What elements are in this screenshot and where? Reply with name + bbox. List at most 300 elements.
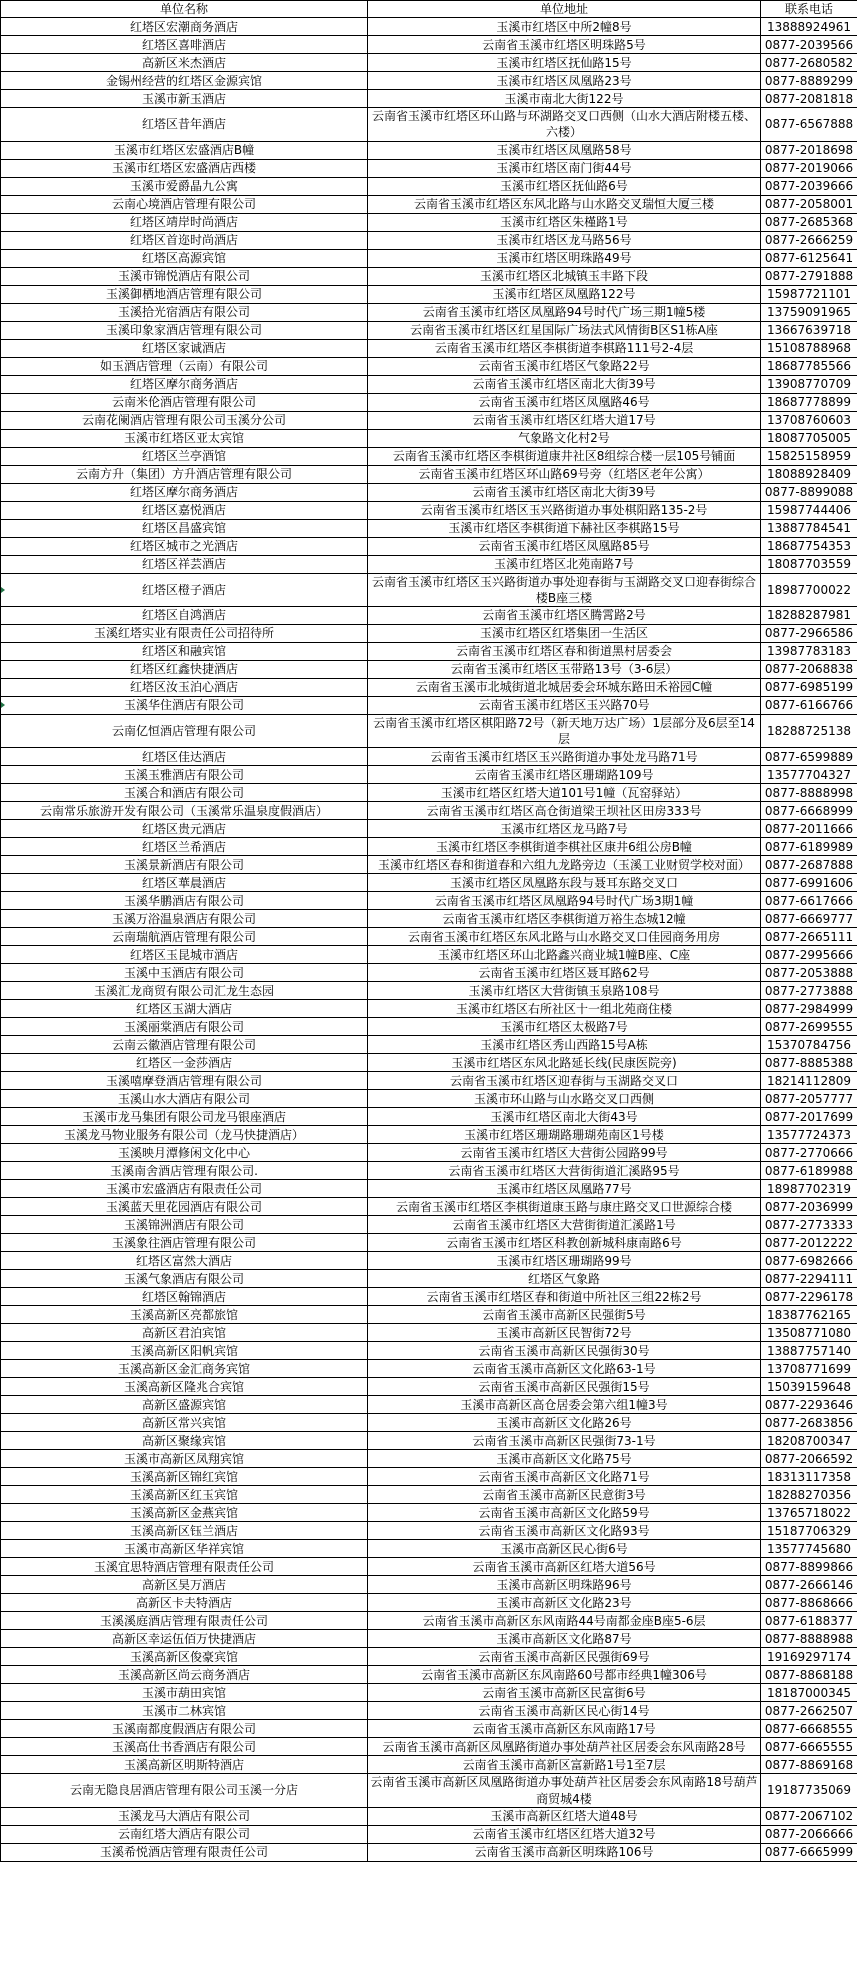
table-row: [1, 465, 857, 483]
table-row: [1, 1180, 857, 1198]
phone-cell: 13987783183: [761, 642, 857, 660]
table-row: [1, 393, 857, 411]
phone-cell: 13765718022: [761, 1504, 857, 1522]
phone-cell: 15039159648: [761, 1378, 857, 1396]
unit-address-cell: 云南省玉溪市红塔区玉兴路街道办事处棋阳路135-2号: [368, 501, 761, 519]
table-row: [1, 231, 857, 249]
unit-address-cell: 云南省玉溪市红塔区科教创新城科康南路6号: [368, 1234, 761, 1252]
unit-name-cell: 玉溪市龙马集团有限公司龙马银座酒店: [1, 1108, 368, 1126]
phone-cell: 0877-2012222: [761, 1234, 857, 1252]
unit-address-cell: 玉溪市高新区红塔大道48号: [368, 1807, 761, 1825]
phone-cell: 0877-2683856: [761, 1414, 857, 1432]
table-row: [1, 555, 857, 573]
unit-address-cell: 云南省玉溪市红塔区腾霄路2号: [368, 606, 761, 624]
phone-cell: 13667639718: [761, 321, 857, 339]
unit-name-cell: 红塔区兰亭酒馆: [1, 447, 368, 465]
unit-name-cell: 玉溪高新区阳帆宾馆: [1, 1342, 368, 1360]
table-row: [1, 838, 857, 856]
unit-address-cell: 玉溪市红塔区太极路7号: [368, 1018, 761, 1036]
table-row: [1, 748, 857, 766]
table-row: [1, 1414, 857, 1432]
unit-address-cell: 云南省玉溪市红塔区李棋街道李棋路111号2-4层: [368, 339, 761, 357]
phone-cell: 13908770709: [761, 375, 857, 393]
phone-cell: 18313117358: [761, 1468, 857, 1486]
table-row: [1, 1576, 857, 1594]
phone-cell: 0877-6617666: [761, 892, 857, 910]
unit-address-cell: 云南省玉溪市高新区文化路59号: [368, 1504, 761, 1522]
unit-name-cell: 红塔区和融宾馆: [1, 642, 368, 660]
table-row: [1, 892, 857, 910]
unit-name-cell: 红塔区红鑫快捷酒店: [1, 660, 368, 678]
unit-name-cell: 云南亿恒酒店管理有限公司: [1, 714, 368, 747]
unit-name-cell: 红塔区汝玉泊心酒店: [1, 678, 368, 696]
unit-name-cell: 玉溪高新区俊豪宾馆: [1, 1648, 368, 1666]
unit-address-cell: 云南省玉溪市高新区民意街3号: [368, 1486, 761, 1504]
table-row: [1, 18, 857, 36]
unit-name-cell: 玉溪合和酒店有限公司: [1, 784, 368, 802]
unit-address-cell: 云南省玉溪市红塔区聂耳路62号: [368, 964, 761, 982]
unit-address-cell: 玉溪市高新区民智街72号: [368, 1324, 761, 1342]
unit-name-cell: 红塔区城市之光酒店: [1, 537, 368, 555]
phone-cell: 18087703559: [761, 555, 857, 573]
phone-cell: 0877-2019066: [761, 159, 857, 177]
unit-name-cell: 云南米伦酒店管理有限公司: [1, 393, 368, 411]
table-row: [1, 573, 857, 606]
table-row: [1, 177, 857, 195]
unit-address-cell: 玉溪市红塔区红塔大道101号1幢（瓦窑驿站）: [368, 784, 761, 802]
column-header-unit-name: 单位名称: [1, 1, 368, 18]
unit-name-cell: 云南红塔大酒店有限公司: [1, 1825, 368, 1843]
table-row: [1, 249, 857, 267]
phone-cell: 15987721101: [761, 285, 857, 303]
table-row: [1, 874, 857, 892]
unit-name-cell: 玉溪溪庭酒店管理有限责任公司: [1, 1612, 368, 1630]
unit-name-cell: 玉溪象往酒店管理有限公司: [1, 1234, 368, 1252]
unit-address-cell: 云南省玉溪市红塔区李棋街道万裕生态城12幢: [368, 910, 761, 928]
unit-address-cell: 云南省玉溪市高新区民强街5号: [368, 1306, 761, 1324]
table-row: [1, 784, 857, 802]
unit-address-cell: 云南省玉溪市红塔区东风北路与山水路交叉瑞恒大厦三楼: [368, 195, 761, 213]
unit-address-cell: 云南省玉溪市红塔区玉兴路70号: [368, 696, 761, 714]
unit-address-cell: 云南省玉溪市红塔区南北大街39号: [368, 483, 761, 501]
phone-cell: 0877-2081818: [761, 90, 857, 108]
unit-name-cell: 玉溪希悦酒店管理有限责任公司: [1, 1843, 368, 1861]
unit-name-cell: 红塔区宏潮商务酒店: [1, 18, 368, 36]
unit-address-cell: 玉溪市红塔区李棋街道李棋社区康井6组公房B幢: [368, 838, 761, 856]
unit-name-cell: 云南无隐良居酒店管理有限公司玉溪一分店: [1, 1774, 368, 1807]
unit-address-cell: 玉溪市红塔区珊瑚路珊瑚苑南区1号楼: [368, 1126, 761, 1144]
unit-name-cell: 云南心境酒店管理有限公司: [1, 195, 368, 213]
table-row: [1, 1396, 857, 1414]
unit-name-cell: 玉溪玉雅酒店有限公司: [1, 766, 368, 784]
unit-address-cell: 云南省玉溪市红塔区红星国际广场法式风情街B区S1栋A座: [368, 321, 761, 339]
unit-address-cell: 云南省玉溪市高新区民心街14号: [368, 1702, 761, 1720]
unit-name-cell: 红塔区玉湖大酒店: [1, 1000, 368, 1018]
unit-address-cell: 云南省玉溪市红塔区凤凰路94号时代广场三期1幢5楼: [368, 303, 761, 321]
unit-address-cell: 云南省玉溪市红塔区南北大街39号: [368, 375, 761, 393]
table-row: [1, 1072, 857, 1090]
unit-name-cell: 玉溪高仕书香酒店有限公司: [1, 1738, 368, 1756]
unit-name-cell: 玉溪景新酒店有限公司: [1, 856, 368, 874]
table-row: [1, 1360, 857, 1378]
phone-cell: 0877-6668999: [761, 802, 857, 820]
table-row: [1, 696, 857, 714]
phone-cell: 0877-6166766: [761, 696, 857, 714]
unit-name-cell: 玉溪市爱爵晶九公寓: [1, 177, 368, 195]
unit-name-cell: 玉溪嘻摩登酒店管理有限公司: [1, 1072, 368, 1090]
table-row: [1, 483, 857, 501]
table-row: [1, 1234, 857, 1252]
table-row: [1, 766, 857, 784]
unit-name-cell: 玉溪市红塔区宏盛酒店西楼: [1, 159, 368, 177]
unit-address-cell: 玉溪市高新区明珠路96号: [368, 1576, 761, 1594]
table-row: [1, 375, 857, 393]
phone-cell: 0877-2791888: [761, 267, 857, 285]
table-row: [1, 1666, 857, 1684]
unit-name-cell: 红塔区高源宾馆: [1, 249, 368, 267]
phone-cell: 13508771080: [761, 1324, 857, 1342]
phone-cell: 0877-8885388: [761, 1054, 857, 1072]
unit-name-cell: 金锡州经营的红塔区金源宾馆: [1, 72, 368, 90]
unit-address-cell: 云南省玉溪市红塔区东风北路与山水路交叉口佳园商务用房: [368, 928, 761, 946]
phone-cell: 13887784541: [761, 519, 857, 537]
unit-name-cell: 高新区常兴宾馆: [1, 1414, 368, 1432]
unit-address-cell: 玉溪市红塔区北城镇玉丰路下段: [368, 267, 761, 285]
table-row: [1, 1504, 857, 1522]
unit-name-cell: 玉溪华住酒店有限公司: [1, 696, 368, 714]
unit-address-cell: 玉溪市南北大街122号: [368, 90, 761, 108]
unit-address-cell: 云南省玉溪市红塔区春和街道黑村居委会: [368, 642, 761, 660]
unit-address-cell: 玉溪市高新区文化路75号: [368, 1450, 761, 1468]
unit-address-cell: 玉溪市红塔区李棋街道下赫社区李棋路15号: [368, 519, 761, 537]
table-row: [1, 1018, 857, 1036]
unit-address-cell: 云南省玉溪市高新区文化路71号: [368, 1468, 761, 1486]
unit-address-cell: 玉溪市红塔区朱槿路1号: [368, 213, 761, 231]
unit-name-cell: 玉溪山水大酒店有限公司: [1, 1090, 368, 1108]
table-row: [1, 141, 857, 159]
phone-cell: 0877-2995666: [761, 946, 857, 964]
unit-name-cell: 玉溪华鹏酒店有限公司: [1, 892, 368, 910]
phone-cell: 0877-2699555: [761, 1018, 857, 1036]
unit-address-cell: 云南省玉溪市高新区红塔大道56号: [368, 1558, 761, 1576]
unit-name-cell: 云南方升（集团）方升酒店管理有限公司: [1, 465, 368, 483]
table-row: [1, 1825, 857, 1843]
unit-name-cell: 云南常乐旅游开发有限公司（玉溪常乐温泉度假酒店）: [1, 802, 368, 820]
table-row: [1, 1270, 857, 1288]
table-row: [1, 501, 857, 519]
unit-address-cell: 玉溪市红塔区凤凰路东段与聂耳东路交叉口: [368, 874, 761, 892]
phone-cell: 18987702319: [761, 1180, 857, 1198]
phone-cell: 0877-2053888: [761, 964, 857, 982]
phone-cell: 18687754353: [761, 537, 857, 555]
phone-cell: 18088928409: [761, 465, 857, 483]
unit-name-cell: 玉溪高新区亮都旅馆: [1, 1306, 368, 1324]
unit-address-cell: 云南省玉溪市红塔区迎春街与玉湖路交叉口: [368, 1072, 761, 1090]
unit-name-cell: 玉溪高新区隆兆合宾馆: [1, 1378, 368, 1396]
phone-cell: 0877-2068838: [761, 660, 857, 678]
unit-address-cell: 云南省玉溪市红塔区红塔大道17号: [368, 411, 761, 429]
unit-address-cell: 云南省玉溪市红塔区玉带路13号（3-6层）: [368, 660, 761, 678]
phone-cell: 13888924961: [761, 18, 857, 36]
table-row: [1, 606, 857, 624]
phone-cell: 0877-6189989: [761, 838, 857, 856]
phone-cell: 18687778899: [761, 393, 857, 411]
table-row: [1, 1108, 857, 1126]
unit-address-cell: 玉溪市红塔区红塔集团一生活区: [368, 624, 761, 642]
table-row: [1, 1000, 857, 1018]
unit-address-cell: 玉溪市红塔区秀山西路15号A栋: [368, 1036, 761, 1054]
table-row: [1, 1432, 857, 1450]
phone-cell: 0877-2984999: [761, 1000, 857, 1018]
table-row: [1, 285, 857, 303]
unit-name-cell: 红塔区佳达酒店: [1, 748, 368, 766]
table-row: [1, 1630, 857, 1648]
table-row: [1, 1054, 857, 1072]
phone-cell: 0877-6991606: [761, 874, 857, 892]
table-row: [1, 447, 857, 465]
phone-cell: 0877-2293646: [761, 1396, 857, 1414]
phone-cell: 0877-8899866: [761, 1558, 857, 1576]
unit-address-cell: 玉溪市红塔区春和街道春和六组九龙路旁边（玉溪工业财贸学校对面）: [368, 856, 761, 874]
unit-address-cell: 玉溪市红塔区珊瑚路99号: [368, 1252, 761, 1270]
phone-cell: 0877-2057777: [761, 1090, 857, 1108]
table-row: [1, 1774, 857, 1807]
table-row: [1, 1090, 857, 1108]
unit-name-cell: 玉溪龙马大酒店有限公司: [1, 1807, 368, 1825]
unit-address-cell: 玉溪市红塔区环山北路鑫兴商业城1幢B座、C座: [368, 946, 761, 964]
table-row: [1, 195, 857, 213]
phone-cell: 0877-2018698: [761, 141, 857, 159]
unit-name-cell: 玉溪万浴温泉酒店有限公司: [1, 910, 368, 928]
unit-address-cell: 云南省玉溪市红塔区珊瑚路109号: [368, 766, 761, 784]
unit-address-cell: 玉溪市高新区高仓居委会第六组1幢3号: [368, 1396, 761, 1414]
unit-name-cell: 玉溪市葫田宾馆: [1, 1684, 368, 1702]
unit-address-cell: 玉溪市高新区文化路26号: [368, 1414, 761, 1432]
unit-address-cell: 云南省玉溪市红塔区凤凰路46号: [368, 393, 761, 411]
unit-address-cell: 玉溪市红塔区中所2幢8号: [368, 18, 761, 36]
phone-cell: 0877-8868188: [761, 1666, 857, 1684]
unit-address-cell: 玉溪市红塔区北苑南路7号: [368, 555, 761, 573]
column-header-unit-address: 单位地址: [368, 1, 761, 18]
unit-address-cell: 玉溪市高新区文化路23号: [368, 1594, 761, 1612]
table-row: [1, 660, 857, 678]
unit-name-cell: 玉溪高新区尚云商务酒店: [1, 1666, 368, 1684]
unit-address-cell: 云南省玉溪市红塔区李棋街道康井社区8组综合楼一层105号铺面: [368, 447, 761, 465]
unit-name-cell: 云南云徽酒店管理有限公司: [1, 1036, 368, 1054]
unit-address-cell: 气象路文化村2号: [368, 429, 761, 447]
unit-name-cell: 玉溪映月潭修闲文化中心: [1, 1144, 368, 1162]
unit-name-cell: 玉溪御栖地酒店管理有限公司: [1, 285, 368, 303]
unit-address-cell: 云南省玉溪市红塔区李棋街道康玉路与康庄路交叉口世源综合楼: [368, 1198, 761, 1216]
table-row: [1, 1324, 857, 1342]
phone-cell: 0877-2296178: [761, 1288, 857, 1306]
unit-address-cell: 玉溪市红塔区凤凰路58号: [368, 141, 761, 159]
table-row: [1, 964, 857, 982]
table-row: [1, 820, 857, 838]
unit-name-cell: 红塔区昔年酒店: [1, 108, 368, 141]
unit-name-cell: 玉溪锦洲酒店有限公司: [1, 1216, 368, 1234]
unit-name-cell: 红塔区靖岸时尚酒店: [1, 213, 368, 231]
table-row: [1, 1558, 857, 1576]
unit-name-cell: 红塔区橙子酒店: [1, 573, 368, 606]
phone-cell: 0877-8869168: [761, 1756, 857, 1774]
table-row: [1, 678, 857, 696]
unit-address-cell: 云南省玉溪市高新区东风南路17号: [368, 1720, 761, 1738]
unit-address-cell: 云南省玉溪市高新区凤凰路街道办事处葫芦社区居委会东风南路18号葫芦商贸城4楼: [368, 1774, 761, 1807]
unit-name-cell: 玉溪高新区明斯特酒店: [1, 1756, 368, 1774]
unit-name-cell: 红塔区首迩时尚酒店: [1, 231, 368, 249]
unit-address-cell: 玉溪市红塔区右所社区十一组北苑商住楼: [368, 1000, 761, 1018]
unit-address-cell: 云南省玉溪市红塔区高仓街道梁王坝社区田房333号: [368, 802, 761, 820]
unit-address-cell: 云南省玉溪市北城街道北城居委会环城东路田禾裕园C幢: [368, 678, 761, 696]
unit-address-cell: 云南省玉溪市高新区明珠路106号: [368, 1843, 761, 1861]
table-row: [1, 1198, 857, 1216]
table-row: [1, 928, 857, 946]
table-row: [1, 910, 857, 928]
table-row: [1, 267, 857, 285]
unit-name-cell: 红塔区自鸿酒店: [1, 606, 368, 624]
phone-cell: 0877-2685368: [761, 213, 857, 231]
table-row: [1, 213, 857, 231]
unit-address-cell: 云南省玉溪市高新区民强街73-1号: [368, 1432, 761, 1450]
unit-name-cell: 玉溪市高新区华祥宾馆: [1, 1540, 368, 1558]
table-row: [1, 1288, 857, 1306]
phone-cell: 0877-8899088: [761, 483, 857, 501]
unit-name-cell: 红塔区昌盛宾馆: [1, 519, 368, 537]
phone-cell: 0877-2680582: [761, 54, 857, 72]
phone-cell: 0877-2017699: [761, 1108, 857, 1126]
table-row: [1, 1252, 857, 1270]
unit-address-cell: 玉溪市红塔区抚仙路6号: [368, 177, 761, 195]
unit-name-cell: 玉溪高新区金燕宾馆: [1, 1504, 368, 1522]
unit-name-cell: 红塔区摩尔商务酒店: [1, 375, 368, 393]
unit-address-cell: 云南省玉溪市红塔区大营街街道汇溪路1号: [368, 1216, 761, 1234]
unit-address-cell: 云南省玉溪市高新区凤凰路街道办事处葫芦社区居委会东风南路28号: [368, 1738, 761, 1756]
table-row: [1, 624, 857, 642]
phone-cell: 13708760603: [761, 411, 857, 429]
unit-name-cell: 红塔区翰锦酒店: [1, 1288, 368, 1306]
phone-cell: 0877-2039666: [761, 177, 857, 195]
unit-address-cell: 云南省玉溪市红塔区红塔大道32号: [368, 1825, 761, 1843]
unit-name-cell: 红塔区家诚酒店: [1, 339, 368, 357]
unit-address-cell: 云南省玉溪市高新区东风南路60号都市经典1幢306号: [368, 1666, 761, 1684]
phone-cell: 0877-2687888: [761, 856, 857, 874]
phone-cell: 18208700347: [761, 1432, 857, 1450]
phone-cell: 0877-6982666: [761, 1252, 857, 1270]
unit-address-cell: 云南省玉溪市红塔区玉兴路街道办事处龙马路71号: [368, 748, 761, 766]
phone-cell: 15370784756: [761, 1036, 857, 1054]
table-body: [1, 18, 857, 1862]
phone-cell: 0877-8888988: [761, 1630, 857, 1648]
unit-address-cell: 云南省玉溪市高新区东风南路44号南都金座B座5-6层: [368, 1612, 761, 1630]
table-row: [1, 90, 857, 108]
unit-address-cell: 玉溪市红塔区南北大街43号: [368, 1108, 761, 1126]
unit-address-cell: 云南省玉溪市红塔区大营街街道汇溪路95号: [368, 1162, 761, 1180]
table-row: [1, 321, 857, 339]
unit-name-cell: 高新区幸运伍佰万快捷酒店: [1, 1630, 368, 1648]
phone-cell: 13759091965: [761, 303, 857, 321]
phone-cell: 0877-6665555: [761, 1738, 857, 1756]
unit-name-cell: 玉溪市红塔区亚太宾馆: [1, 429, 368, 447]
table-row: [1, 982, 857, 1000]
phone-cell: 15825158959: [761, 447, 857, 465]
phone-cell: 0877-8868666: [761, 1594, 857, 1612]
phone-cell: 13577724373: [761, 1126, 857, 1144]
table-row: [1, 1468, 857, 1486]
table-row: [1, 1807, 857, 1825]
phone-cell: 0877-6567888: [761, 108, 857, 141]
phone-cell: 0877-2066666: [761, 1825, 857, 1843]
phone-cell: 18387762165: [761, 1306, 857, 1324]
phone-cell: 0877-8889299: [761, 72, 857, 90]
unit-name-cell: 高新区聚缘宾馆: [1, 1432, 368, 1450]
phone-cell: 18288287981: [761, 606, 857, 624]
unit-address-cell: 玉溪市红塔区龙马路56号: [368, 231, 761, 249]
phone-cell: 0877-2067102: [761, 1807, 857, 1825]
unit-name-cell: 玉溪高新区红玉宾馆: [1, 1486, 368, 1504]
phone-cell: 18288270356: [761, 1486, 857, 1504]
unit-address-cell: 云南省玉溪市高新区民富街6号: [368, 1684, 761, 1702]
unit-address-cell: 云南省玉溪市高新区文化路63-1号: [368, 1360, 761, 1378]
unit-name-cell: 高新区米杰酒店: [1, 54, 368, 72]
table-row: [1, 1594, 857, 1612]
table-row: [1, 1144, 857, 1162]
unit-name-cell: 如玉酒店管理（云南）有限公司: [1, 357, 368, 375]
unit-address-cell: 云南省玉溪市高新区民强街69号: [368, 1648, 761, 1666]
unit-address-cell: 玉溪市红塔区凤凰路77号: [368, 1180, 761, 1198]
phone-cell: 0877-2294111: [761, 1270, 857, 1288]
unit-name-cell: 玉溪气象酒店有限公司: [1, 1270, 368, 1288]
unit-address-cell: 玉溪市红塔区凤凰路23号: [368, 72, 761, 90]
phone-cell: 0877-2666259: [761, 231, 857, 249]
table-row: [1, 411, 857, 429]
table-row: [1, 946, 857, 964]
unit-name-cell: 玉溪市高新区凤翔宾馆: [1, 1450, 368, 1468]
unit-name-cell: 红塔区玉昆城市酒店: [1, 946, 368, 964]
unit-address-cell: 云南省玉溪市高新区民强街30号: [368, 1342, 761, 1360]
unit-name-cell: 红塔区贵元酒店: [1, 820, 368, 838]
phone-cell: 0877-2665111: [761, 928, 857, 946]
phone-cell: 18214112809: [761, 1072, 857, 1090]
unit-address-cell: 玉溪市环山路与山水路交叉口西侧: [368, 1090, 761, 1108]
unit-name-cell: 高新区卡夫特酒店: [1, 1594, 368, 1612]
table-row: [1, 36, 857, 54]
unit-name-cell: 云南花阑酒店管理有限公司玉溪分公司: [1, 411, 368, 429]
unit-name-cell: 玉溪拾光宿酒店有限公司: [1, 303, 368, 321]
unit-name-cell: 玉溪市新玉酒店: [1, 90, 368, 108]
unit-name-cell: 玉溪南舍酒店管理有限公司.: [1, 1162, 368, 1180]
phone-cell: 0877-6669777: [761, 910, 857, 928]
table-row: [1, 1162, 857, 1180]
unit-name-cell: 红塔区喜啡酒店: [1, 36, 368, 54]
unit-address-cell: 玉溪市红塔区东风北路延长线(民康医院旁): [368, 1054, 761, 1072]
table-row: [1, 1720, 857, 1738]
unit-address-cell: 玉溪市红塔区龙马路7号: [368, 820, 761, 838]
unit-address-cell: 玉溪市红塔区明珠路49号: [368, 249, 761, 267]
phone-cell: 15187706329: [761, 1522, 857, 1540]
phone-cell: 0877-6599889: [761, 748, 857, 766]
table-row: [1, 1684, 857, 1702]
unit-address-cell: 云南省玉溪市高新区文化路93号: [368, 1522, 761, 1540]
phone-cell: 0877-6985199: [761, 678, 857, 696]
table-row: [1, 54, 857, 72]
unit-address-cell: 云南省玉溪市高新区富新路1号1至7层: [368, 1756, 761, 1774]
unit-address-cell: 玉溪市红塔区南门街44号: [368, 159, 761, 177]
table-row: [1, 1306, 857, 1324]
table-row: [1, 802, 857, 820]
phone-cell: 0877-2773888: [761, 982, 857, 1000]
unit-name-cell: 红塔区兰希酒店: [1, 838, 368, 856]
